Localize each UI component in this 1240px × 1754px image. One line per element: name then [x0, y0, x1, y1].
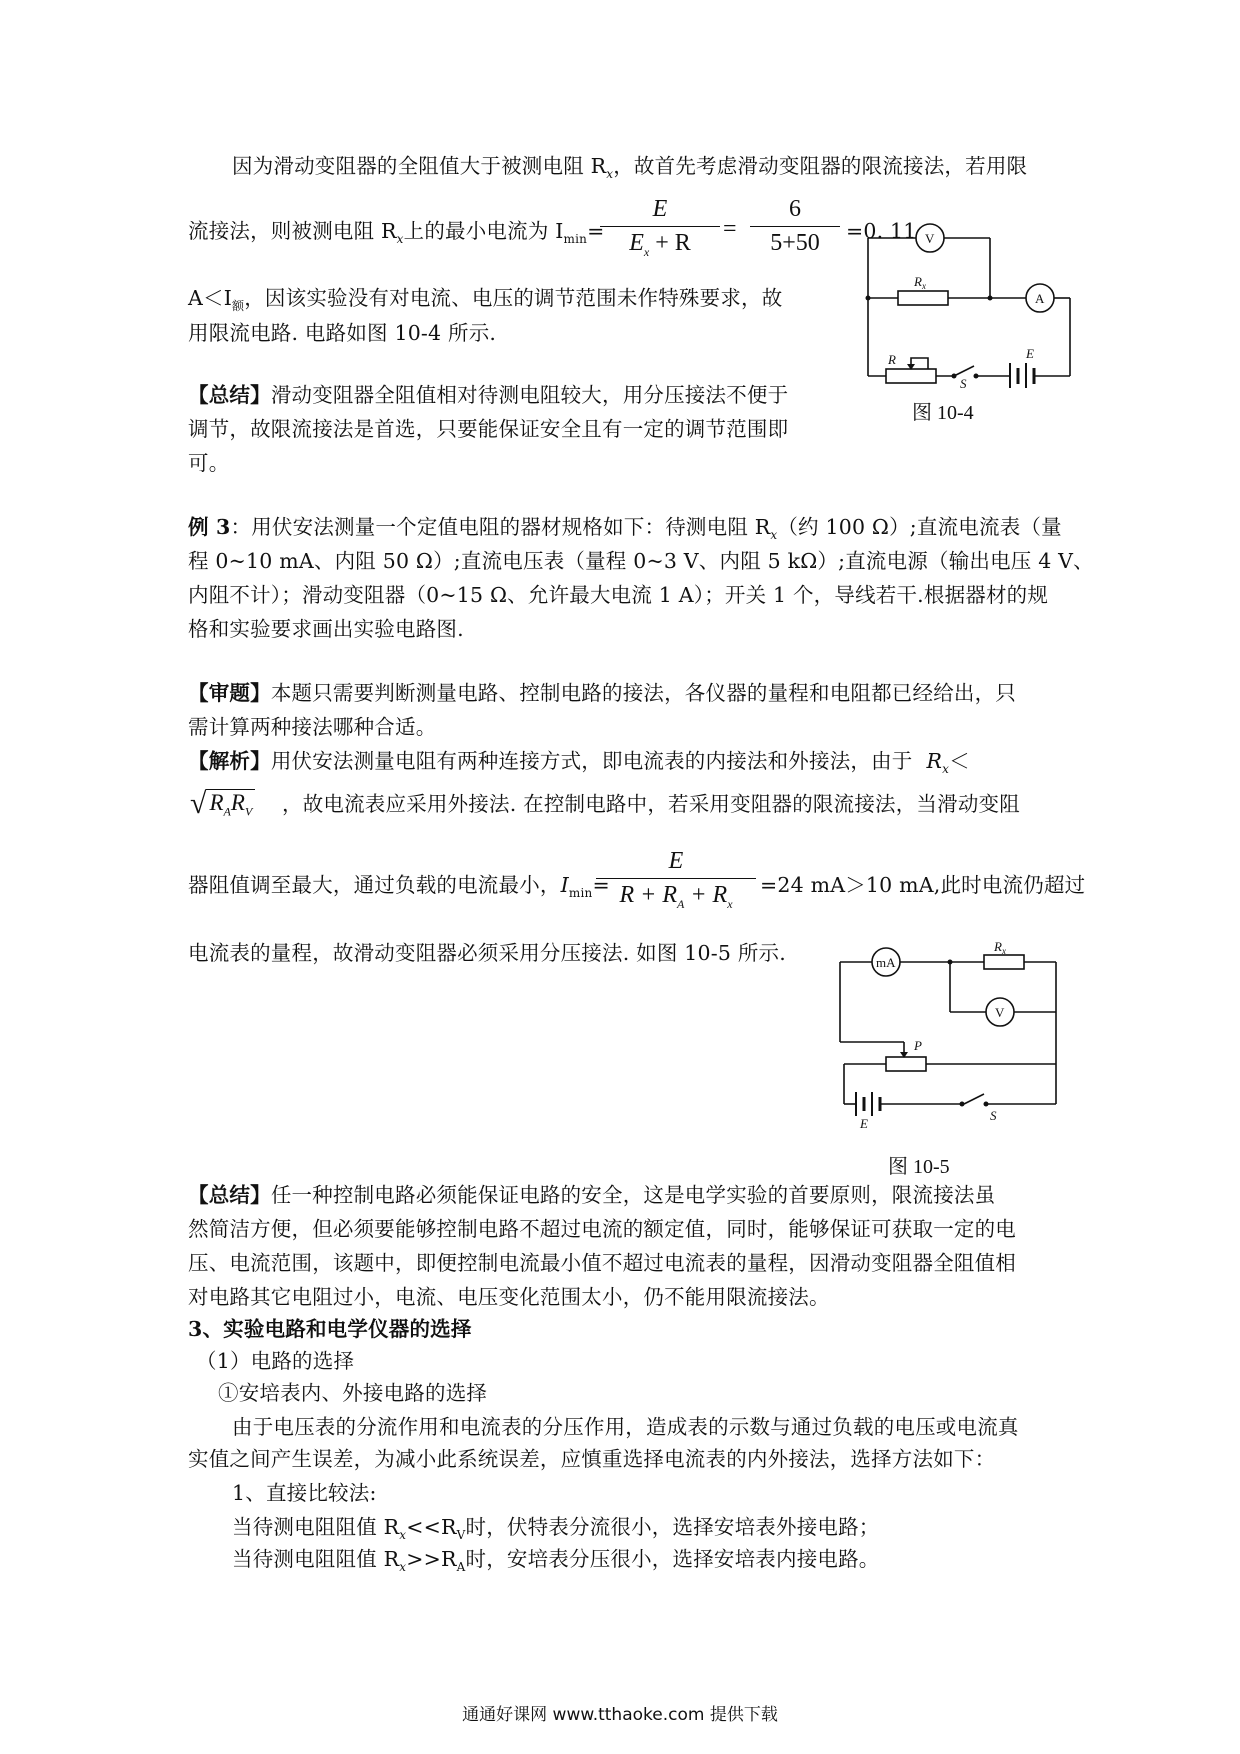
- resistor-rx-symbol: [984, 955, 1024, 969]
- subscript: min: [563, 232, 588, 247]
- example3-line1: [188, 512, 1062, 550]
- text: E: [629, 230, 644, 256]
- fraction-6-over-55: [750, 196, 840, 257]
- review-line1: [188, 678, 1016, 708]
- text: R: [209, 790, 224, 815]
- voltmeter-label: V: [995, 1005, 1005, 1020]
- section3-case2: [232, 1544, 880, 1582]
- fraction-bar: [600, 226, 720, 227]
- para1-result: =0. 11: [846, 219, 917, 243]
- subscript: V: [244, 804, 253, 819]
- circuit-diagram-10-5: [834, 942, 1064, 1132]
- fraction-e-over-ex-r: [600, 196, 720, 260]
- subscript: A: [676, 896, 685, 911]
- sqrt-ra-rv: [190, 784, 255, 820]
- example3-line2: 程 0~10 mA、内阻 50 Ω）;直流电压表（量程 0~3 V、内阻 5 kΩ）;直流电源（输出电压 4 V、: [188, 549, 1094, 573]
- subscript: V: [456, 1528, 466, 1543]
- subscript: min: [568, 886, 593, 901]
- analysis-tag: 【解析】: [188, 749, 271, 773]
- summary2-line3: 压、电流范围，该题中，即便控制电流最小值不超过电流表的量程，因滑动变阻器全阻值相: [188, 1251, 1016, 1275]
- text: （约 100 Ω）;直流电流表（量: [777, 515, 1062, 539]
- summary-tag: 【总结】: [188, 383, 271, 407]
- fraction-bar: [596, 878, 756, 879]
- sqrt-radical: √: [190, 787, 207, 820]
- numerator: E: [652, 196, 668, 222]
- text: ，因该实验没有对电流、电压的调节范围未作特殊要求，故: [244, 286, 783, 310]
- text: 当待测电阻阻值 R: [232, 1547, 400, 1571]
- voltmeter-label: V: [925, 231, 935, 246]
- subscript: A: [223, 804, 231, 819]
- review-line2: 需计算两种接法哪种合适。: [188, 715, 437, 739]
- review-tag: 【审题】: [188, 681, 271, 705]
- figure-10-4-caption: 图 10-4: [912, 402, 974, 424]
- denominator: [596, 882, 756, 912]
- example3-line3: 内阻不计）；滑动变阻器（0~15 Ω、允许最大电流 1 A）；开关 1 个，导线若干.根据器材的规: [188, 583, 1049, 607]
- text: 用伏安法测量电阻有两种连接方式，即电流表的内接法和外接法，由于: [270, 749, 913, 773]
- para1-line2: [188, 216, 604, 254]
- subscript: x: [396, 232, 404, 247]
- example-tag: 例 3: [188, 515, 231, 539]
- figure-10-5-caption: 图 10-5: [888, 1156, 950, 1178]
- text: + R: [684, 882, 728, 908]
- fraction-e-over-r-ra-rx: [596, 848, 756, 912]
- text: A＜I: [188, 286, 233, 310]
- e-label: E: [1026, 346, 1034, 361]
- page-footer: 通通好课网 www.tthaoke.com 提供下载: [462, 1705, 778, 1725]
- para1-line3: [188, 283, 782, 321]
- summary2-line2: 然简洁方便，但必须要能够控制电路不超过电流的额定值，同时，能够保证可获取一定的电: [188, 1217, 1016, 1241]
- text: ＜: [949, 749, 970, 773]
- text: 上的最小电流为 I: [403, 219, 564, 243]
- analysis-line3: [188, 870, 610, 908]
- text: + R: [649, 230, 691, 256]
- analysis-line4: 电流表的量程，故滑动变阻器必须采用分压接法. 如图 10-5 所示.: [188, 941, 786, 965]
- sqrt-radicand: [206, 789, 255, 819]
- summary1-line3: 可。: [188, 451, 230, 475]
- rx-label: $R_x$: [994, 942, 1006, 956]
- text: 因为滑动变阻器的全阻值大于被测电阻 R: [232, 154, 607, 178]
- circuit-diagram-10-4: [858, 218, 1078, 388]
- summary1-line1: [188, 380, 788, 410]
- text: 器阻值调至最大，通过负载的电流最小，: [188, 873, 561, 897]
- denominator: [600, 230, 720, 260]
- subscript: x: [399, 1528, 407, 1543]
- denominator: 5+50: [770, 230, 820, 256]
- summary2-line4: 对电路其它电阻过小，电流、电压变化范围太小，仍不能用限流接法。: [188, 1285, 830, 1309]
- text: 当待测电阻阻值 R: [232, 1515, 400, 1539]
- numerator: 6: [789, 196, 801, 222]
- analysis-line1: [188, 746, 970, 784]
- section3-sub2: ①安培表内、外接电路的选择: [218, 1381, 488, 1405]
- subscript: 额: [232, 299, 245, 314]
- section3-method1: 1、直接比较法:: [232, 1481, 377, 1505]
- s-label: S: [960, 376, 967, 388]
- milliammeter-label: mA: [876, 955, 896, 970]
- subscript: x: [942, 762, 950, 777]
- fraction-bar: [750, 226, 840, 227]
- subscript: x: [399, 1560, 407, 1575]
- text: 流接法，则被测电阻 R: [188, 219, 397, 243]
- summary-tag: 【总结】: [188, 1183, 271, 1207]
- text: =: [592, 873, 610, 897]
- analysis-result: =24 mA＞10 mA,此时电流仍超过: [760, 873, 1086, 897]
- resistor-rx-symbol: [898, 291, 948, 305]
- section3-sub1: （1）电路的选择: [196, 1349, 355, 1373]
- text: >>R: [406, 1547, 457, 1571]
- example3-line4: 格和实验要求画出实验电路图.: [188, 617, 464, 641]
- analysis-line2: ，故电流表应采用外接法. 在控制电路中，若采用变阻器的限流接法，当滑动变阻: [282, 792, 1020, 816]
- rheostat-symbol: [886, 1057, 926, 1071]
- rheostat-symbol: [886, 369, 936, 383]
- para1-line4: 用限流电路. 电路如图 10-4 所示.: [188, 321, 497, 345]
- numerator: E: [668, 848, 684, 874]
- text: <<R: [406, 1515, 457, 1539]
- subscript: x: [606, 167, 614, 182]
- s-label: S: [990, 1108, 997, 1123]
- text: ，故首先考虑滑动变阻器的限流接法，若用限: [613, 154, 1028, 178]
- summary2-line1: [188, 1180, 995, 1210]
- subscript: x: [770, 528, 778, 543]
- section3-heading: 3、实验电路和电学仪器的选择: [188, 1317, 472, 1341]
- subscript: x: [727, 896, 733, 911]
- text: R + R: [619, 882, 677, 908]
- text: ：用伏安法测量一个定值电阻的器材规格如下：待测电阻 R: [230, 515, 771, 539]
- e-label: E: [860, 1116, 868, 1131]
- subscript: x: [643, 244, 650, 259]
- text: 时，安培表分压很小，选择安培表内接电路。: [465, 1547, 880, 1571]
- para1-line1: [232, 151, 1027, 189]
- summary1-line2: 调节，故限流接法是首选，只要能保证安全且有一定的调节范围即: [188, 417, 789, 441]
- section3-p1: 由于电压表的分流作用和电流表的分压作用，造成表的示数与通过负载的电压或电流真: [232, 1415, 1019, 1439]
- text: 任一种控制电路必须能保证电路的安全，这是电学实验的首要原则，限流接法虽: [270, 1183, 996, 1207]
- text: R: [926, 749, 943, 773]
- text: 滑动变阻器全阻值相对待测电阻较大，用分压接法不便于: [270, 383, 789, 407]
- rx-label: $R_x$: [914, 274, 926, 291]
- equals-sign: =: [723, 216, 737, 242]
- text: 本题只需要判断测量电路、控制电路的接法，各仪器的量程和电阻都已经给出，只: [270, 681, 1017, 705]
- text: 时，伏特表分流很小，选择安培表外接电路；: [465, 1515, 880, 1539]
- p-label: P: [914, 1038, 922, 1053]
- subscript: A: [456, 1560, 466, 1575]
- section3-p2: 实值之间产生误差，为减小此系统误差，应慎重选择电流表的内外接法，选择方法如下：: [188, 1447, 996, 1471]
- r-label: R: [888, 352, 896, 367]
- ammeter-label: A: [1035, 291, 1045, 306]
- text: R: [230, 790, 245, 815]
- text: I: [560, 873, 569, 897]
- text: =: [587, 219, 605, 243]
